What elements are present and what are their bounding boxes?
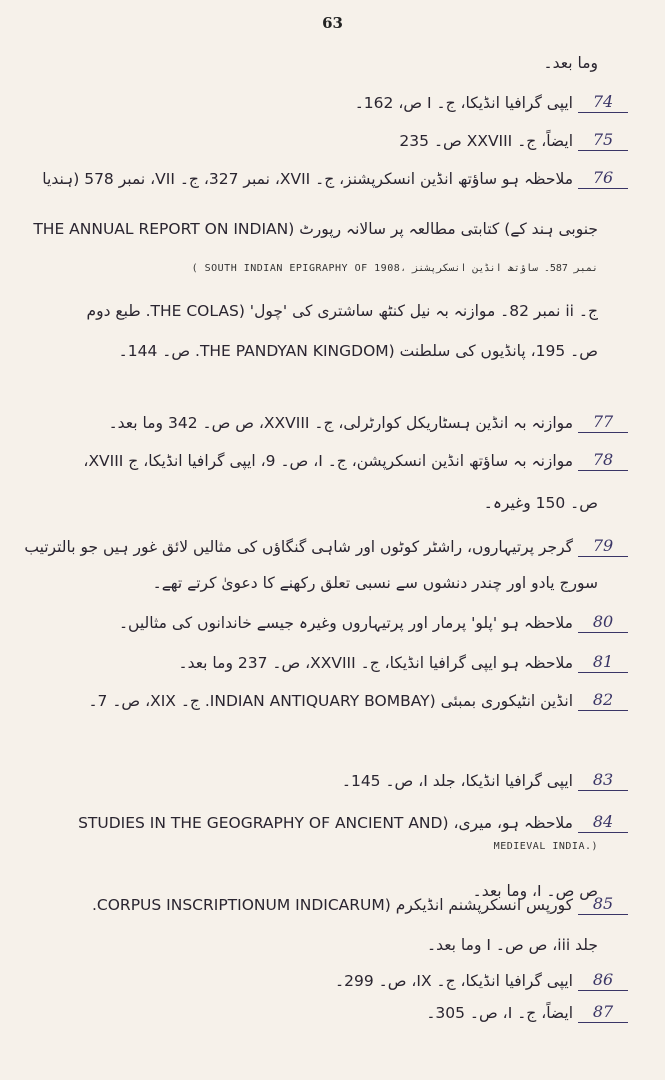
footnote-text: ایضاً، ج۔ XXVIII ص۔ 235	[399, 132, 573, 150]
footnote-text: ایپی گرافیا انڈیکا، ج۔ I ص، 162۔	[354, 94, 573, 112]
footnote-continuation: سورج یادو اور چندر دنشوں سے نسبی تعلق رکھنے کا دعویٰ کرتے تھے۔	[152, 574, 598, 592]
footnote-continuation: جنوبی ہند کے) کتابتی مطالعہ پر سالانہ رپورٹ (THE ANNUAL REPORT ON INDIAN	[33, 220, 598, 238]
footnote-latin-line: ( SOUTH INDIAN EPIGRAPHY OF 1908، نمبر 587۔ ساؤتھ انڈین انسکرپشنز	[191, 263, 598, 274]
footnote-text: کورپس انسکرپشنم انڈیکرم (CORPUS INSCRIPTIONUM INDICARUM.	[91, 896, 573, 914]
footnote-continuation: ص۔ 150 وغیرہ۔	[483, 494, 598, 512]
footnote-text: ایپی گرافیا انڈیکا، ج۔ IX، ص۔ 299۔	[335, 972, 573, 990]
footnote-continuation: وما بعد۔	[543, 54, 598, 72]
footnote-number: 86	[578, 970, 628, 991]
footnote-number: 81	[578, 652, 628, 673]
footnote-number: 78	[578, 450, 628, 471]
footnote-number: 80	[578, 612, 628, 633]
footnote-number: 87	[578, 1002, 628, 1023]
footnote-text: ملاحظہ ہو، میری، (STUDIES IN THE GEOGRAPHY OF ANCIENT AND	[78, 814, 573, 832]
footnote-text: ملاحظہ ہو ایپی گرافیا انڈیکا، ج۔ XXVIII، ص۔ 237 وما بعد۔	[178, 654, 573, 672]
footnote-latin-line: MEDIEVAL INDIA.)	[493, 841, 598, 852]
footnote-number: 83	[578, 770, 628, 791]
footnote-text: ایضاً، ج۔ I، ص۔ 305۔	[426, 1004, 573, 1022]
footnote-number: 74	[578, 92, 628, 113]
footnote-continuation: ص۔ 195، پانڈیوں کی سلطنت (THE PANDYAN KINGDOM. ص۔ 144۔	[118, 342, 598, 360]
footnote-text: موازنہ بہ انڈین ہسٹاریکل کوارٹرلی، ج۔ XXVIII، ص ص۔ 342 وما بعد۔	[108, 414, 573, 432]
footnote-text: ایپی گرافیا انڈیکا، جلد I، ص۔ 145۔	[341, 772, 573, 790]
footnote-text: گرجر پرتیہاروں، راشٹر کوٹوں اور شاہی گنگاؤں کی مثالیں لائق غور ہیں جو بالترتیب	[24, 538, 573, 556]
footnote-text: ملاحظہ ہو 'پلو' پرمار اور پرتیہاروں وغیرہ جیسے خاندانوں کی مثالیں۔	[118, 614, 573, 632]
footnote-text: موازنہ بہ ساؤتھ انڈین انسکرپشن، ج۔ I، ص۔ 9، ایپی گرافیا انڈیکا، ج XVIII،	[83, 452, 573, 470]
footnote-continuation: جلد iii، ص ص۔ I وما بعد۔	[426, 936, 598, 954]
page-number: 63	[322, 14, 343, 32]
footnote-number: 77	[578, 412, 628, 433]
footnote-number: 84	[578, 812, 628, 833]
footnote-number: 76	[578, 168, 628, 189]
footnote-text: انڈین انٹیکوری بمبئی (INDIAN ANTIQUARY BOMBAY. ج۔ XIX، ص۔ 7۔	[88, 692, 573, 710]
page-end-mark	[610, 1052, 650, 1053]
footnote-number: 79	[578, 536, 628, 557]
footnote-number: 82	[578, 690, 628, 711]
footnote-number: 75	[578, 130, 628, 151]
footnote-number: 85	[578, 894, 628, 915]
footnote-text: ملاحظہ ہو ساؤتھ انڈین انسکرپشنز، ج۔ XVII، نمبر 327، ج۔ VII، نمبر 578 (ہندیا	[42, 170, 573, 188]
footnote-continuation: ص ص۔ I، وما بعد۔	[472, 882, 598, 900]
footnote-continuation: ج۔ ii نمبر 82۔ موازنہ بہ نیل کنٹھ ساشتری کی 'چول' (THE COLAS. طبع دوم	[86, 302, 598, 320]
